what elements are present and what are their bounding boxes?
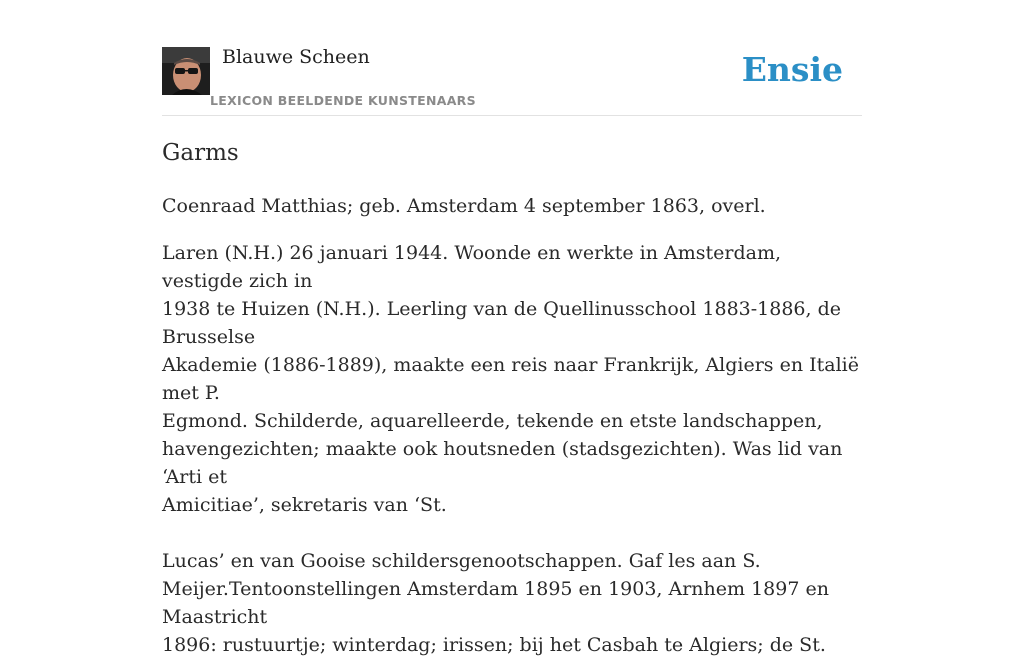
article-container xyxy=(162,0,862,656)
article-paragraph: Laren (N.H.) 26 januari 1944. Woonde en werkte in Amsterdam, vestigde zich in 1938 te Huizen (N.H.). Leerling van de Quellinusschool 1883-1886, de Brusselse Akademie (1886-1889), maakte een reis naar Frankrijk, Algiers en Italië met P. Egmond. Schilderde, aquarelleerde, tekende en etste landschappen, havengezichten; maakte ook houtsneden (stadsgezichten). Was lid van ‘Arti et Amicitiae’, sekretaris van ‘St. xyxy=(162,242,859,516)
article-header xyxy=(162,0,862,116)
article-intro: Coenraad Matthias; geb. Amsterdam 4 september 1863, overl. xyxy=(162,195,766,217)
paragraph-spacer xyxy=(162,519,862,547)
avatar-photo-icon xyxy=(162,47,210,95)
author-name[interactable]: Blauwe Scheen xyxy=(222,46,370,68)
ensie-logo[interactable]: Ensie xyxy=(741,50,843,89)
article-title: Garms xyxy=(162,140,239,166)
author-avatar[interactable] xyxy=(162,47,210,95)
article-paragraph: Lucas’ en van Gooise schildersgenootschappen. Gaf les aan S. Meijer.Tentoonstellingen Amsterdam 1895 en 1903, Arnhem 1897 en Maastricht 1896: rustuurtje; winterdag; irissen; bij het Casbah te Algiers; de St. xyxy=(162,550,829,656)
article-body xyxy=(162,192,862,659)
category-link[interactable]: LEXICON BEELDENDE KUNSTENAARS xyxy=(210,93,476,108)
